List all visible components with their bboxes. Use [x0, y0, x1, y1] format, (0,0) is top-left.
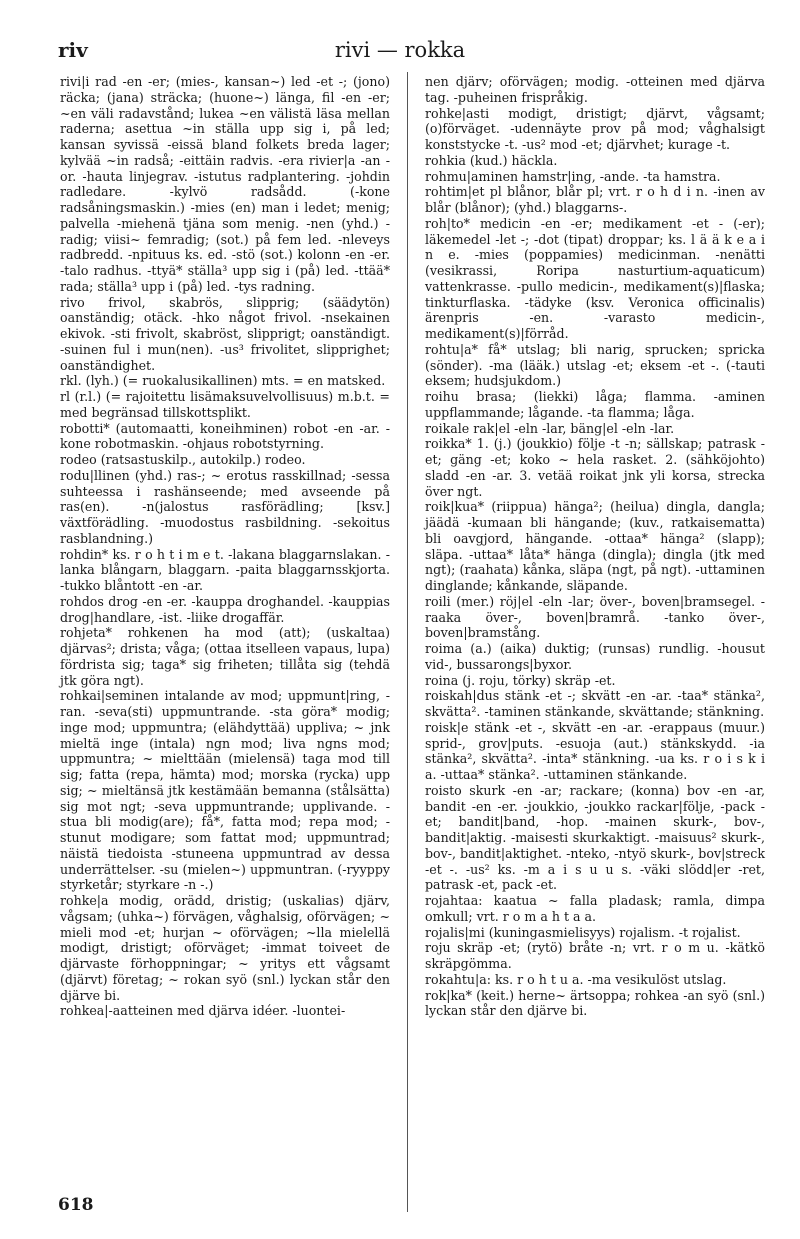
dictionary-entry: roikale rak|el -eln -lar, bäng|el -eln -lar. — [425, 420, 675, 436]
dictionary-entry: rojahtaa: kaatua ~ falla pladask; ramla, dimpa omkull; vrt. r o m a h t a a. — [425, 893, 765, 924]
dictionary-entry: roisto skurk -en -ar; rackare; (konna) bov -en -ar, bandit -en -er. -joukkio, -joukko rackar|följe, -pack -et; bandit|band, -hop. -mainen skurk-, bov-, bandit|aktig. -maisesti skurkaktigt. -maisuus² skurk-, bov-, bandit|aktighet. -nteko, -ntyö skurk-, bov|streck -et -. -us² ks. -m a i s u u s. -väki slödd|er -ret, patrask -et, pack -et. — [425, 782, 765, 893]
dictionary-entry: roima (a.) (aika) duktig; (runsas) rundlig. -housut vid-, bussarongs|byxor. — [425, 641, 765, 672]
dictionary-entry: rodu|llinen (yhd.) ras-; ~ erotus rasskillnad; -sessa suhteessa i rashänseende; med avseende på ras(en). -n(jalostus rasförädling; [ksv.] växtförädling. -muodostus rasbildning. -sekoitus rasblandning.) — [60, 467, 390, 546]
dictionary-entry: roisk|e stänk -et -, skvätt -en -ar. -erappaus (muur.) sprid-, grov|puts. -esuoja (aut.) stänkskydd. -ia stänka², skvätta². -inta* stänkning. -ua ks. r o i s k i a. -uttaa* stänka². -uttaminen stänkande. — [425, 719, 765, 782]
dictionary-entry: robotti* (automaatti, koneihminen) robot -en -ar. -kone robotmaskin. -ohjaus robotstyrning. — [60, 420, 390, 452]
dictionary-entry: roh|to* medicin -en -er; medikament -et - (-er); läkemedel -let -; -dot (tipat) droppar; ks. l ä ä k e a i n e. -mies (poppamies) medicinman. -nenätti (vesikrassi, Roripa nasturtium-aquaticum) vattenkrasse. -pullo medicin-, medikament(s)|flaska; tinkturflaska. -tädyke (ksv. Veronica officinalis) ärenpris -en. -varasto medicin-, medikament(s)|förråd. — [425, 215, 765, 341]
dictionary-entry: roina (j. roju, törky) skräp -et. — [425, 672, 616, 688]
dictionary-entry: roju skräp -et; (rytö) bråte -n; vrt. r o m u. -kätkö skräpgömma. — [425, 940, 765, 971]
dictionary-entry: roik|kua* (riippua) hänga²; (heilua) dingla, dangla; jäädä -kumaan bli hängande; (kuv., ratkaisematta) bli oavgjord, hängande. -ottaa* hänga² (slapp); släpa. -uttaa* låta* hänga (dingla); dingla (jtk med ngt); (raahata) kånka, släpa (ngt, på ngt). -uttaminen dinglande; kånkande, släpande. — [425, 499, 765, 593]
running-head-left: riv — [58, 38, 88, 62]
dictionary-entry: rkl. (lyh.) (= ruokalusikallinen) mts. = en matsked. — [60, 373, 386, 389]
dictionary-entry: rohke|asti modigt, dristigt; djärvt, vågsamt; (o)förväget. -udennäyte prov på mod; våghalsigt konststycke -t. -us² mod -et; djärvhet; kurage -t. — [425, 105, 765, 152]
dictionary-entry: rohkia (kud.) häckla. — [425, 152, 558, 168]
dictionary-entry: rivo frivol, skabrös, slipprig; (säädytön) oanständig; otäck. -hko något frivol. -nsekainen ekivok. -sti frivolt, skabröst, slipprigt; oanständigt. -suinen ful i mun(nen). -us³ frivolitet, slipprighet; oanständighet. — [60, 294, 390, 373]
dictionary-entry: rohjeta* rohkenen ha mod (att); (uskaltaa) djärvas²; drista; våga; (ottaa itselleen vapaus, lupa) fördrista sig; taga* sig friheten; tillåta sig (tehdä jtk göra ngt). — [60, 625, 390, 688]
dictionary-entry: roiskah|dus stänk -et -; skvätt -en -ar. -taa* stänka², skvätta². -taminen stänkande, skvättande; stänkning. — [425, 688, 765, 719]
page-number: 618 — [58, 1195, 94, 1215]
dictionary-entry: rohke|a modig, orädd, dristig; (uskalias) djärv, vågsam; (uhka~) förvägen, våghalsig, oförvägen; ~ mieli mod -et; hurjan ~ oförvägen; ~lla mielellä modigt, dristigt; oförväget; -immat toiveet de djärvaste förhoppningar; ~ yritys ett vågsamt (djärvt) företag; ~ rokan syö (snl.) lyckan står den djärve bi. — [60, 893, 390, 1003]
dictionary-entry: rohtim|et pl blånor, blår pl; vrt. r o h d i n. -inen av blår (blånor); (yhd.) blaggarns-. — [425, 184, 765, 215]
dictionary-entry: roili (mer.) röj|el -eln -lar; över-, boven|bramsegel. -raaka över-, boven|bramrå. -tanko över-, boven|bramstång. — [425, 593, 765, 641]
page-title: rivi — rokka — [334, 38, 466, 62]
right-column — [425, 74, 765, 1019]
dictionary-entry: rohkea|-aatteinen med djärva idéer. -luontei- — [60, 1003, 346, 1019]
dictionary-entry: rohkai|seminen intalande av mod; uppmunt|ring, -ran. -seva(sti) uppmuntrande. -sta göra* modig; inge mod; uppmuntra; (elähdyttää) uppliva; ~ jnk mieltä inge (intala) ngn mod; liva ngns mod; uppmuntra; ~ mielttään (mielensä) taga mod till sig; fatta (repa, hämta) mod; morska (rycka) upp sig; ~ mieltänsä jtk kestämään bemanna (stålsätta) sig mot ngt; -seva uppmuntrande; upplivande. -stua bli modig(are); få*, fatta mod; repa mod; -stunut modigare; som fattat mod; uppmuntrad; näistä tiedoista -stuneena uppmuntrad av dessa underrättelser. -su (mielen~) uppmuntran. (-ryyppy styrketår; styrkare -n -.) — [60, 688, 390, 893]
dictionary-entry: rohdos drog -en -er. -kauppa droghandel. -kauppias drog|handlare, -ist. -liike drogaffär. — [60, 593, 390, 625]
dictionary-entry: rl (r.l.) (= rajoitettu lisämaksuvelvollisuus) m.b.t. = med begränsad tillskottsplikt. — [60, 389, 390, 420]
dictionary-entry: rohtu|a* få* utslag; bli narig, sprucken; spricka (sönder). -ma (lääk.) utslag -et; eksem -et -. (-tauti eksem; hudsjukdom.) — [425, 341, 765, 389]
column-divider — [407, 72, 408, 1212]
dictionary-entry: rojalis|mi (kuningasmielisyys) rojalism. -t rojalist. — [425, 924, 741, 940]
dictionary-entry: rohmu|aminen hamstr|ing, -ande. -ta hamstra. — [425, 168, 721, 184]
dictionary-entry: rok|ka* (keit.) herne~ ärtsoppa; rohkea -an syö (snl.) lyckan står den djärve bi. — [425, 987, 765, 1019]
dictionary-entry: rodeo (ratsastuskilp., autokilp.) rodeo. — [60, 452, 306, 467]
dictionary-entry: nen djärv; oförvägen; modig. -otteinen med djärva tag. -puheinen frispråkig. — [425, 74, 765, 105]
dictionary-entry: rivi|i rad -en -er; (mies-, kansan~) led -et -; (jono) räcka; (jana) sträcka; (huone~) länga, fil -en -er; ~en väli radavstånd; lukea ~en välistä läsa mellan raderna; asettua ~in ställa upp sig i, på led; kansan syvissä -eissä bland folkets breda lager; kylvää ~in radså; -eittäin radvis. -era rivier|a -an -or. -hauta linjegrav. -istutus radplantering. -johdin radledare. -kylvö radsådd. (-kone radsåningsmaskin.) -mies (en) man i ledet; menig; palvella -miehenä tjäna som menig. -nen (yhd.) -radig; viisi~ femradig; (sot.) på fem led. -nleveys radbredd. -npituus ks. ed. -stö (sot.) kolonn -en -er. -talo radhus. -ttyä* ställa³ upp sig i (på) led. -ttää* rada; ställa³ upp i (på) led. -tys radning. — [60, 74, 390, 294]
left-column — [60, 74, 390, 1019]
dictionary-entry: roikka* 1. (j.) (joukkio) följe -t -n; sällskap; patrask -et; gäng -et; koko ~ hela rasket. 2. (sähköjohto) sladd -en -ar. 3. vetää roikat jnk yli korsa, strecka över ngt. — [425, 436, 765, 499]
dictionary-entry: rohdin* ks. r o h t i m e t. -lakana blaggarnslakan. -lanka blångarn, blaggarn. -paita blaggarnsskjorta. -tukko blåntott -en -ar. — [60, 546, 390, 593]
dictionary-entry: rokahtu|a: ks. r o h t u a. -ma vesikulöst utslag. — [425, 971, 727, 987]
dictionary-entry: roihu brasa; (liekki) låga; flamma. -aminen uppflammande; lågande. -ta flamma; låga. — [425, 389, 765, 420]
